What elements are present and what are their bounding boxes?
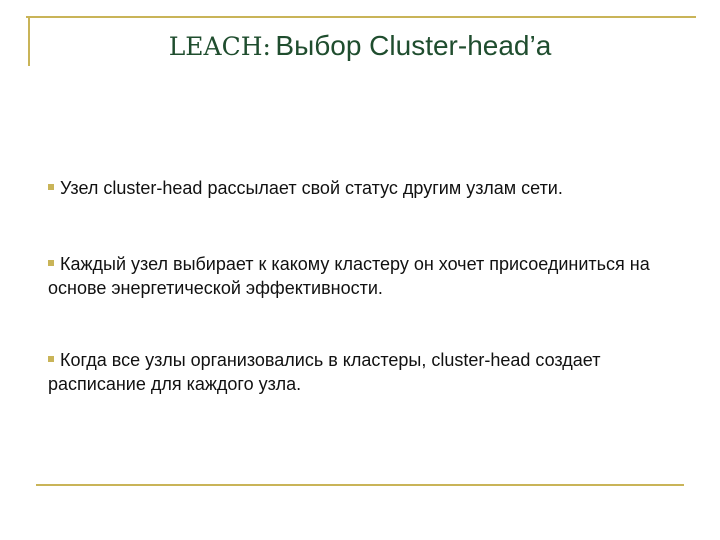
bullet-text: Каждый узел выбирает к какому кластеру он хочет присоединиться на основе энергетической эффективности. <box>48 254 650 298</box>
bottom-rule <box>36 484 684 486</box>
bullet-text: Узел cluster-head рассылает свой статус другим узлам сети. <box>60 178 563 198</box>
bullet-item <box>48 348 698 396</box>
square-bullet-icon <box>48 356 54 362</box>
title-main: Выбор Cluster-head’а <box>275 30 552 61</box>
square-bullet-icon <box>48 260 54 266</box>
bullet-item <box>48 252 698 300</box>
top-rule <box>26 16 696 18</box>
slide-title <box>0 30 720 62</box>
title-prefix: LEACH: <box>168 32 271 61</box>
bullet-text: Когда все узлы организовались в кластеры, cluster-head создает расписание для каждого узла. <box>48 350 601 394</box>
square-bullet-icon <box>48 184 54 190</box>
bullet-item <box>48 176 563 200</box>
